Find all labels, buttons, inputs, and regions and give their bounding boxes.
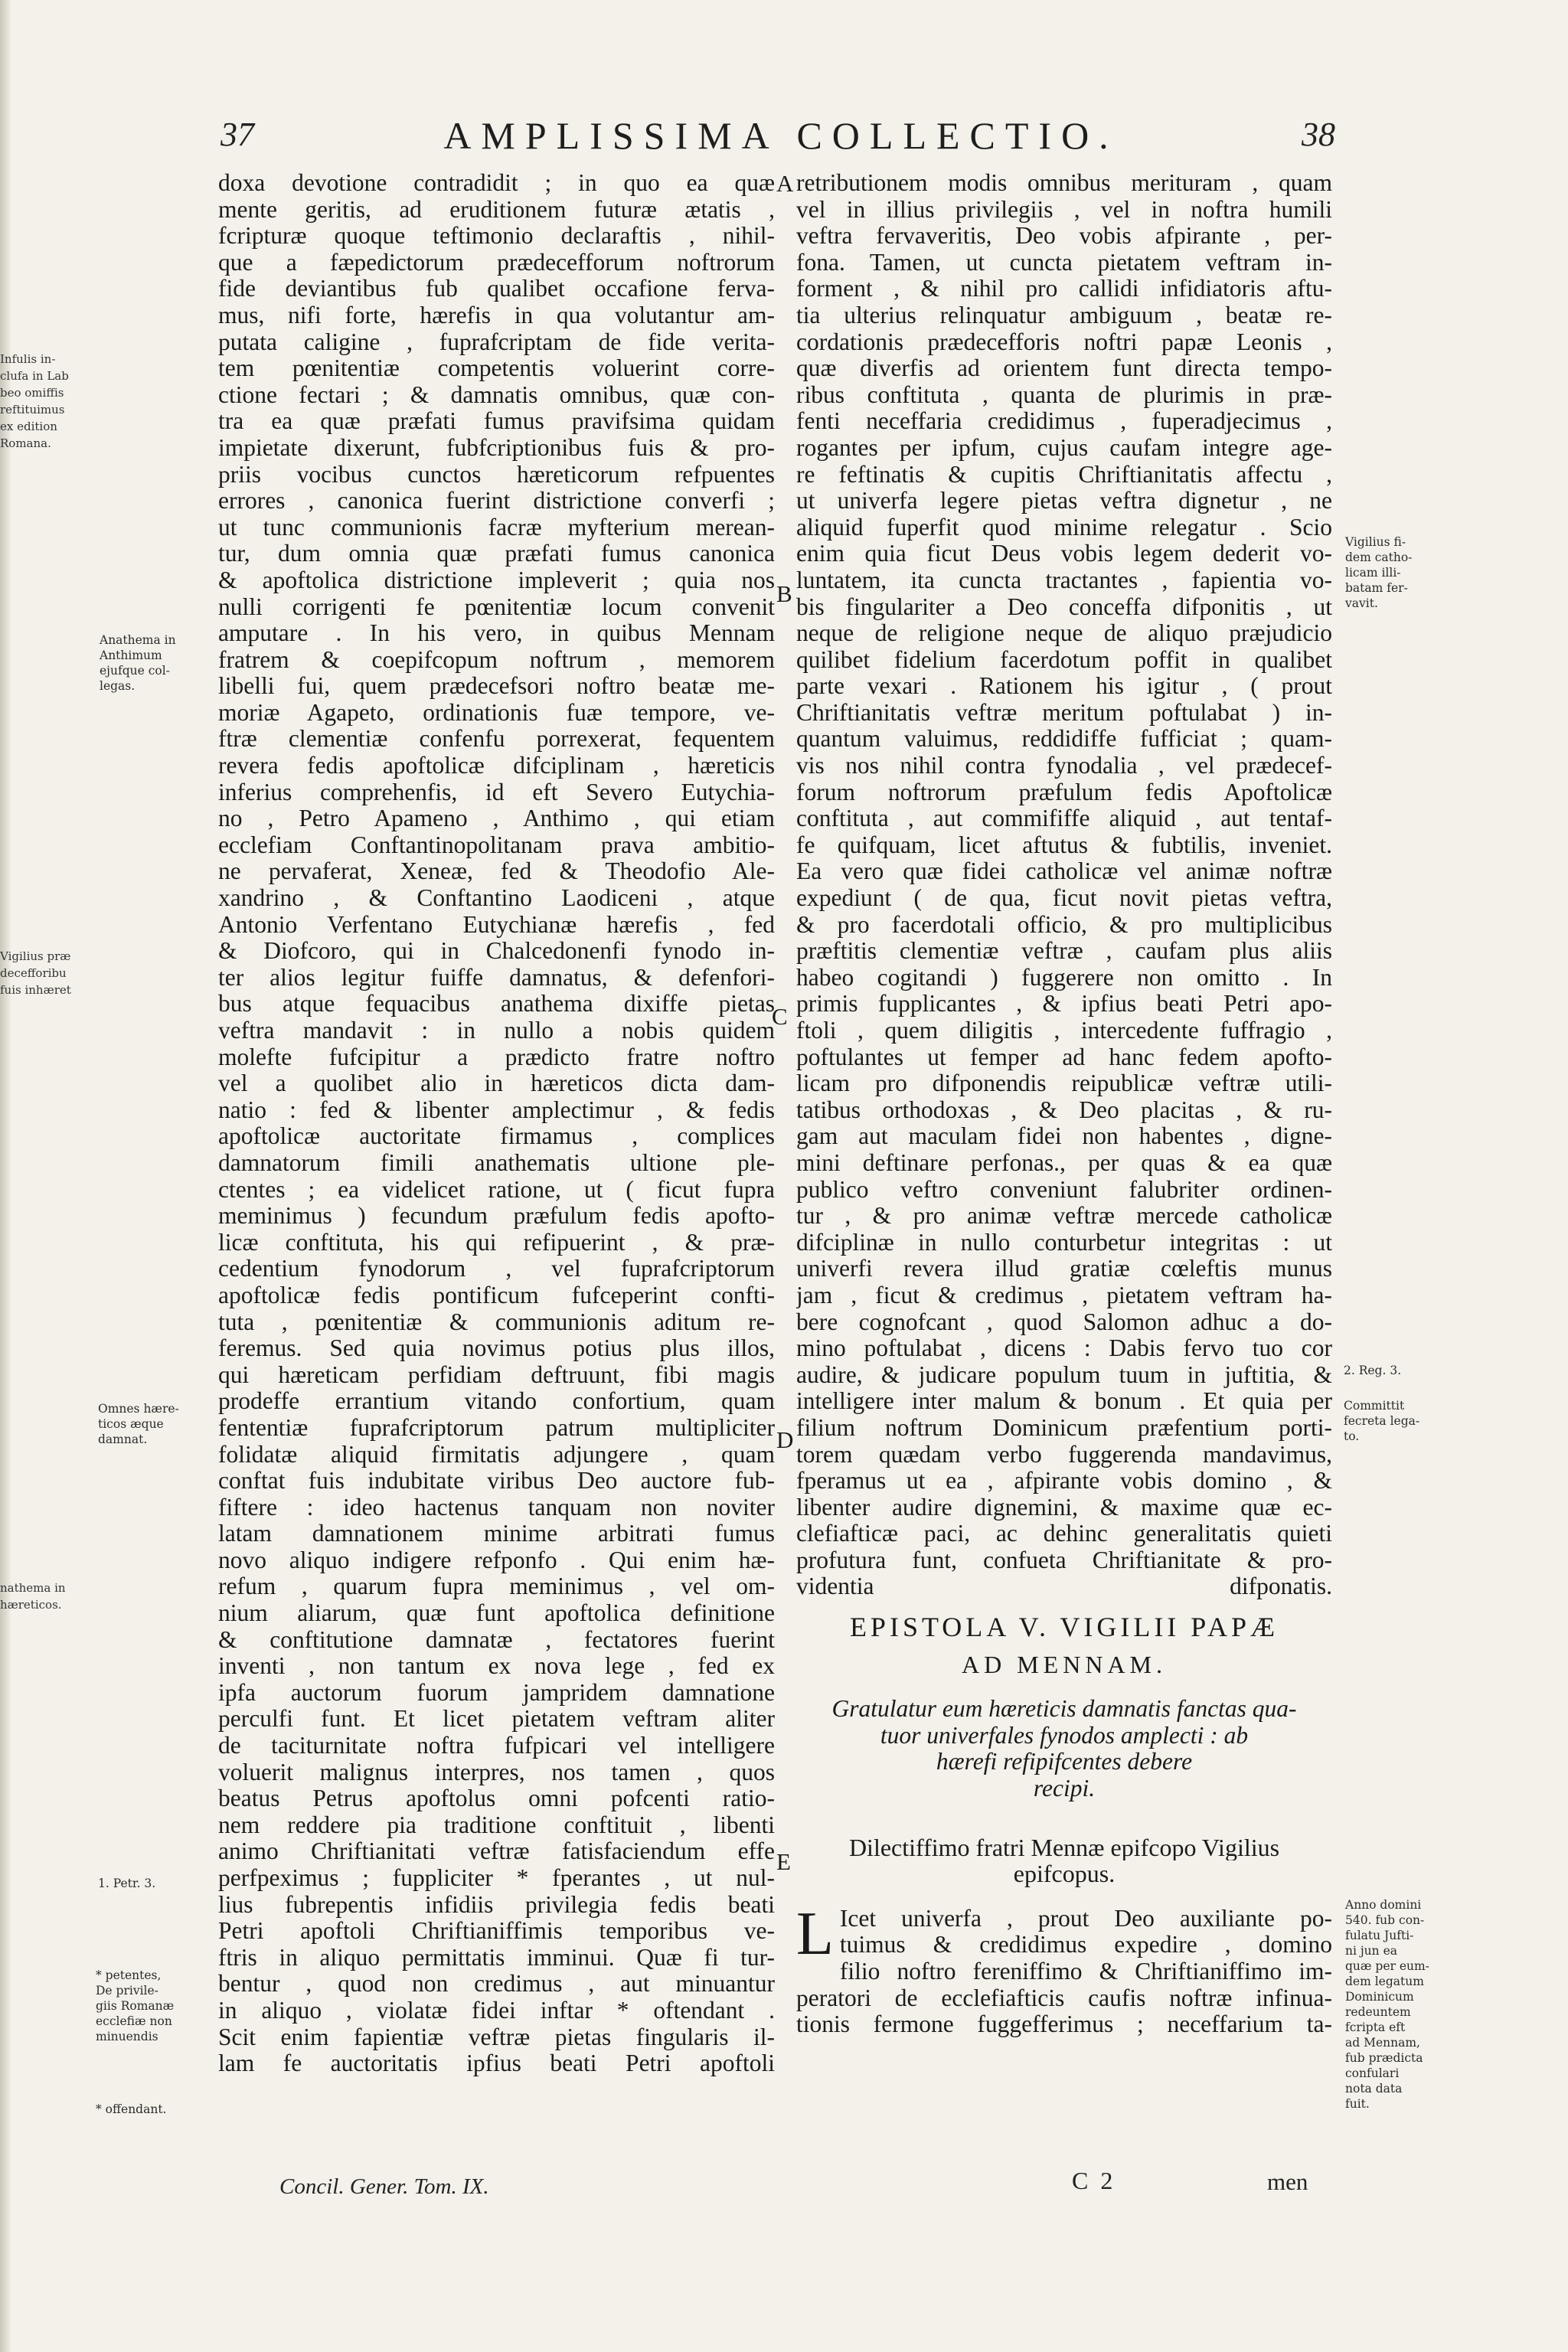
epistle-summary-line: hærefi refipifcentes debere <box>936 1749 1193 1775</box>
text-line: ne pervaferat, Xeneæ, fed & Theodofio Ale- <box>218 858 775 885</box>
volume-footer: Concil. Gener. Tom. IX. <box>279 2174 489 2199</box>
text-line: xandrino , & Conftantino Laodiceni , atque <box>218 885 775 912</box>
text-line: aliquid fuperfit quod minime relegatur . Scio <box>796 514 1332 541</box>
text-line: cordationis prædecefforis noftri papæ Leonis , <box>796 328 1332 355</box>
text-line: Scit enim fapientiæ veftræ pietas fingularis il- <box>218 2024 775 2050</box>
text-line: ter alios legitur fuiffe damnatus, & defenfori- <box>218 964 775 991</box>
text-line: intelligere inter malum & bonum . Et quia per <box>796 1388 1332 1415</box>
text-line: difciplinæ in nullo conturbetur integritas : ut <box>796 1229 1332 1256</box>
text-line: priis vocibus cunctos hæreticorum refpuentes <box>218 461 775 488</box>
page-number-right: 38 <box>1302 116 1335 153</box>
prev-note: nathema in hæreticos. <box>0 1581 66 1612</box>
text-line: jam , ficut & credimus , pietatem veftram ha- <box>796 1282 1332 1308</box>
text-line: & pro facerdotali officio, & pro multiplicibus <box>796 911 1332 938</box>
epistle-body <box>796 1900 1332 2038</box>
salutation-line: epifcopus. <box>1013 1860 1116 1887</box>
text-line: Icet univerfa , prout Deo auxiliante po- <box>839 1905 1332 1932</box>
text-line: primis fupplicantes , & ipfius beati Petri apo- <box>796 991 1332 1018</box>
text-line: fcripturæ quoque teftimonio declaraftis , nihil- <box>218 223 775 250</box>
text-line: lius fubrepentis infidiis privilegia fedis beati <box>218 1891 775 1918</box>
text-line: tur, dum omnia quæ præfati fumus canonica <box>218 541 775 567</box>
epistle-summary-line: recipi. <box>1033 1775 1096 1802</box>
text-line: novo aliquo indigere refponfo . Qui enim hæ- <box>218 1547 775 1573</box>
text-line: quæ diverfis ad orientem funt directa tempo- <box>796 355 1332 382</box>
prev-note: Infulis in- clufa in Lab beo omiffis reftituimus ex edition Romana. <box>0 352 69 450</box>
text-line: conftituta , aut commififfe aliquid , aut tentaf- <box>796 805 1332 832</box>
text-line: tia ulterius relinquatur ambiguum , beatæ re- <box>796 302 1332 328</box>
text-line: latam damnationem minime arbitrati fumus <box>218 1521 775 1547</box>
text-line: neque de religione neque de aliquo præjudicio <box>796 620 1332 647</box>
section-letter: D <box>776 1426 794 1453</box>
text-line: lam fe auctoritatis ipfius beati Petri apoftoli <box>218 2050 775 2077</box>
text-line: apoftolicæ auctoritate firmamus , complices <box>218 1123 775 1150</box>
text-line: ftræ clementiæ confenfu porrexerat, fequentem <box>218 726 775 753</box>
text-line: ctentes ; ea videlicet ratione, ut ( ficut fupra <box>218 1176 775 1203</box>
text-line: tuimus & credidimus expedire , domino <box>839 1932 1332 1958</box>
text-line: libelli fui, quem prædecefsori noftro beatæ me- <box>218 673 775 700</box>
text-line: moriæ Agapeto, ordinationis fuæ tempore, ve- <box>218 699 775 726</box>
text-line: quantum valuimus, reddidiffe fufficiat ; quam- <box>796 726 1332 753</box>
signature-mark: C 2 <box>1072 2167 1116 2194</box>
margin-note-left: 1. Petr. 3. <box>98 1877 156 1890</box>
text-line: beatus Petrus apoftolus omni pofcenti ratio- <box>218 1785 775 1812</box>
text-line: tem pœnitentiæ competentis voluerint corre- <box>218 355 775 382</box>
text-line: fona. Tamen, ut cuncta pietatem veftram in- <box>796 249 1332 276</box>
text-line: re feftinatis & cupitis Chriftianitatis affectu , <box>796 461 1332 488</box>
text-line: Petri apoftoli Chriftianiffimis temporibus ve- <box>218 1918 775 1945</box>
drop-cap: L <box>796 1900 834 1968</box>
text-line: voluerit malignus interpres, nos tamen , quos <box>218 1759 775 1785</box>
text-line: animo Chriftianitati veftræ fatisfaciendum effe <box>218 1838 775 1865</box>
text-line: poftulantes ut femper ad hanc fedem apofto- <box>796 1044 1332 1070</box>
text-line: publico veftro conveniunt falubriter ordinen- <box>796 1176 1332 1203</box>
text-line: tuta , pœnitentiæ & communionis aditum re- <box>218 1308 775 1335</box>
text-line: meminimus ) fecundum præfulum fedis apofto- <box>218 1203 775 1230</box>
text-line: de taciturnitate noftra fufpicari vel intelligere <box>218 1733 775 1759</box>
text-line: peratori de ecclefiafticis caufis noftræ infinua- <box>796 1984 1332 2011</box>
margin-note-left: * offendant. <box>96 2102 167 2116</box>
text-line: refum , quarum fupra meminimus , vel om- <box>218 1573 775 1600</box>
right-text-column <box>796 170 1332 2038</box>
text-line: vel a quolibet alio in hæreticos dicta dam- <box>218 1070 775 1097</box>
margin-note-right: Anno domini 540. fub con- fulatu Jufti- ni jun ea quæ per eum- dem legatum Dominicum redeuntem fcripta eft ad Mennam, fub prædicta confulari nota data fuit. <box>1345 1898 1429 2111</box>
text-line: forum noftrorum præfulum fedis Apoftolicæ <box>796 779 1332 805</box>
text-line: licam pro difponendis reipublicæ veftræ utili- <box>796 1070 1332 1097</box>
text-line: vel in illius privilegiis , vel in noftra humili <box>796 196 1332 223</box>
text-line: mus, nifi forte, hærefis in qua volutantur am- <box>218 302 775 328</box>
running-head: AMPLISSIMA COLLECTIO. <box>443 114 1119 157</box>
prev-note: Vigilius præ decefforibu fuis inhæret <box>0 949 71 997</box>
text-line: licæ conftituta, his qui refipuerint , & præ- <box>218 1229 775 1256</box>
epistle-summary-line: Gratulatur eum hæreticis damnatis fanctas qua- <box>831 1696 1297 1723</box>
margin-note-right: 2. Reg. 3. <box>1344 1364 1402 1377</box>
margin-note-right: Committit fecreta lega- to. <box>1344 1399 1420 1443</box>
text-line: quilibet fidelium facerdotum poffit in qualibet <box>796 646 1332 673</box>
left-text-column <box>218 170 775 2077</box>
text-line: præftitis clementiæ veftræ , caufam plus aliis <box>796 938 1332 965</box>
epistle-summary-line: tuor univerfales fynodos amplecti : ab <box>880 1722 1249 1749</box>
text-line: libenter audire dignemini, & maxime quæ ec- <box>796 1494 1332 1521</box>
text-line: tra ea quæ præfati fumus pravifsima quidam <box>218 408 775 435</box>
text-line: amputare . In his vero, in quibus Mennam <box>218 620 775 647</box>
text-line: veftra mandavit : in nullo a nobis quidem <box>218 1018 775 1044</box>
text-line: bis fingulariter a Deo conceffa difponitis , ut <box>796 593 1332 620</box>
section-letter: A <box>776 170 794 197</box>
text-line: filium noftrum Dominicum præfentium porti- <box>796 1414 1332 1441</box>
text-line: & Diofcoro, qui in Chalcedonenfi fynodo in- <box>218 938 775 965</box>
text-line: bere cognofcant , quod Salomon adhuc a do- <box>796 1308 1332 1335</box>
right-column-lines <box>796 170 1332 1600</box>
salutation-line: Dilectiffimo fratri Mennæ epifcopo Vigilius <box>848 1834 1280 1861</box>
text-line: nulli corrigenti fe pœnitentiæ locum convenit <box>218 593 775 620</box>
text-line: & apoftolica districtione impleverit ; quia nos <box>218 567 775 593</box>
text-line: clefiafticæ paci, ac dehinc generalitatis quieti <box>796 1521 1332 1547</box>
margin-note-left: Anathema in Anthimum ejufque col- legas. <box>100 633 176 693</box>
text-line: putata caligine , fuprafcriptam de fide verita- <box>218 328 775 355</box>
text-line: nem reddere pia traditione conftituit , libenti <box>218 1811 775 1838</box>
text-line: veftra fervaveritis, Deo vobis afpirante , per- <box>796 223 1332 250</box>
catchword: men <box>1267 2168 1308 2195</box>
text-line: fententiæ fuprafcriptorum patrum multipliciter <box>218 1414 775 1441</box>
text-line: mini deftinare perfonas., per quas & ea quæ <box>796 1149 1332 1176</box>
text-line: cedentium fynodorum , vel fuprafcriptorum <box>218 1256 775 1282</box>
text-line: damnatorum fimili anathematis ultione ple- <box>218 1149 775 1176</box>
text-line: vis nos nihil contra fynodalia , vel prædecef- <box>796 753 1332 779</box>
text-line: inventi , non tantum ex nova lege , fed ex <box>218 1653 775 1680</box>
text-line: perculfi funt. Et licet pietatem veftram aliter <box>218 1706 775 1733</box>
text-line: profutura funt, confueta Chriftianitate & pro- <box>796 1547 1332 1573</box>
text-line: nium aliarum, quæ funt apoftolica definitione <box>218 1600 775 1627</box>
text-line: que a fæpedictorum prædecefforum noftrorum <box>218 249 775 276</box>
text-line: rogantes per ipfum, cujus caufam integre age- <box>796 434 1332 461</box>
text-line: fiftere : ideo hactenus tanquam non noviter <box>218 1494 775 1521</box>
text-line: parte vexari . Rationem his igitur , ( prout <box>796 673 1332 700</box>
text-line: luntatem, ita cuncta tractantes , fapientia vo- <box>796 567 1332 593</box>
margin-note-left: * petentes, De privile- giis Romanæ ecclefiæ non minuendis <box>96 1968 175 2043</box>
text-line: fenti neceffaria credidimus , fuperadjecimus , <box>796 408 1332 435</box>
text-line: errores , canonica fuerint districtione converfi ; <box>218 488 775 514</box>
text-line: tatibus orthodoxas , & Deo placitas , & ru- <box>796 1096 1332 1123</box>
text-line: impietate dixerunt, fubfcriptionibus fuis & pro- <box>218 434 775 461</box>
section-letter: B <box>776 580 792 607</box>
text-line: retributionem modis omnibus merituram , quam <box>796 170 1332 196</box>
text-line: revera fedis apoftolicæ difciplinam , hæreticis <box>218 753 775 779</box>
epistle-subheading: AD MENNAM. <box>962 1651 1167 1678</box>
text-line: tionis fermone fuggefferimus ; neceffarium ta- <box>796 2011 1332 2038</box>
epistle-heading: EPISTOLA V. VIGILII PAPÆ <box>849 1614 1279 1641</box>
text-line: natio : fed & libenter amplectimur , & fedis <box>218 1096 775 1123</box>
margin-note-left: Omnes hære- ticos æque damnat. <box>98 1402 179 1446</box>
text-line: filio noftro fereniffimo & Chriftianiffimo im- <box>839 1958 1332 1984</box>
text-line: qui hæreticam perfidiam deftruunt, fibi magis <box>218 1361 775 1388</box>
text-line: univerfi revera illud gratiæ cœleftis munus <box>796 1256 1332 1282</box>
section-letter: C <box>772 1003 788 1030</box>
margin-note-right: Vigilius fi- dem catho- licam illi- batam fer- vavit. <box>1345 535 1413 610</box>
text-line: ftris in aliquo permittatis imminui. Quæ fi tur- <box>218 1944 775 1971</box>
text-line: in aliquo , violatæ fidei inftar * oftendant . <box>218 1997 775 2024</box>
text-line: apoftolicæ fedis pontificum fufceperint confti- <box>218 1282 775 1308</box>
text-line: expediunt ( de qua, ficut novit pietas veftra, <box>796 885 1332 912</box>
text-line: videntia difponatis. <box>796 1573 1332 1600</box>
text-line: gam aut maculam fidei non habentes , digne- <box>796 1123 1332 1150</box>
text-line: ftoli , quem diligitis , intercedente fuffragio , <box>796 1018 1332 1044</box>
text-line: fperamus ut ea , afpirante vobis domino , & <box>796 1468 1332 1494</box>
text-line: fratrem & coepifcopum noftrum , memorem <box>218 646 775 673</box>
text-line: bus atque fequacibus anathema dixiffe pietas <box>218 991 775 1018</box>
text-line: bentur , quod non credimus , aut minuantur <box>218 1971 775 1998</box>
text-line: ctione fectari ; & damnatis omnibus, quæ con- <box>218 381 775 408</box>
text-line: mente geritis, ad eruditionem futuræ ætatis , <box>218 196 775 223</box>
text-line: perfpeximus ; fuppliciter * fperantes , ut nul- <box>218 1865 775 1891</box>
text-line: habeo cogitandi ) fuggerere non omitto . In <box>796 964 1332 991</box>
text-line: conftat fuis indubitate viribus Deo auctore fub- <box>218 1468 775 1494</box>
text-line: ut univerfa legere pietas veftra dignetur , ne <box>796 488 1332 514</box>
text-line: doxa devotione contradidit ; in quo ea quæ <box>218 170 775 196</box>
text-line: prodeffe errantium vitando confortium, quam <box>218 1388 775 1415</box>
text-line: folidatæ aliquid firmitatis adjungere , quam <box>218 1441 775 1468</box>
text-line: no , Petro Apameno , Anthimo , qui etiam <box>218 805 775 832</box>
text-line: Ea vero quæ fidei catholicæ vel animæ noftræ <box>796 858 1332 885</box>
text-line: ribus conftituta , quanta de plurimis in præ- <box>796 381 1332 408</box>
text-line: fide deviantibus fub qualibet occafione ferva- <box>218 276 775 302</box>
text-line: ipfa auctorum fuorum jampridem damnatione <box>218 1679 775 1706</box>
text-line: forment , & nihil pro callidi infidiatoris aftu- <box>796 276 1332 302</box>
text-line: audire, & judicare populum tuum in juftitia, & <box>796 1361 1332 1388</box>
text-line: feremus. Sed quia novimus potius plus illos, <box>218 1335 775 1362</box>
text-line: inferius comprehenfis, id eft Severo Eutychia- <box>218 779 775 805</box>
text-line: tur , & pro animæ veftræ mercede catholicæ <box>796 1203 1332 1230</box>
page-number-left: 37 <box>220 116 254 153</box>
text-line: fe quifquam, licet aftutus & fubtilis, inveniet. <box>796 831 1332 858</box>
text-line: molefte fufcipitur a prædicto fratre noftro <box>218 1044 775 1070</box>
text-line: torem quædam verbo fuggerenda mandavimus, <box>796 1441 1332 1468</box>
text-line: ecclefiam Conftantinopolitanam prava ambitio- <box>218 831 775 858</box>
text-line: mino poftulabat , dicens : Dabis fervo tuo cor <box>796 1335 1332 1362</box>
section-letter: E <box>776 1848 791 1875</box>
text-line: Chriftianitatis veftræ meritum poftulabat ) in- <box>796 699 1332 726</box>
text-line: ut tunc communionis facræ myfterium merean- <box>218 514 775 541</box>
text-line: Antonio Verfentano Eutychianæ hærefis , fed <box>218 911 775 938</box>
text-line: & conftitutione damnatæ , fectatores fuerint <box>218 1626 775 1653</box>
text-line: enim quia ficut Deus vobis legem dederit vo- <box>796 541 1332 567</box>
